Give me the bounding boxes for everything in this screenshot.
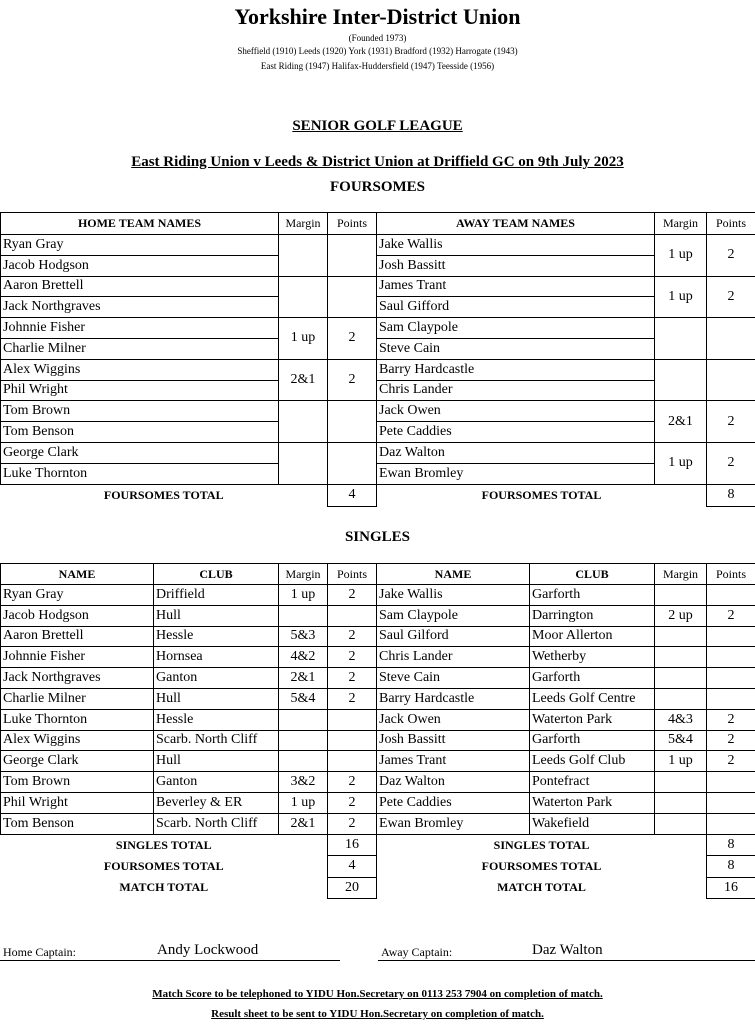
away-points — [707, 626, 755, 647]
home-total-value: 20 — [328, 877, 377, 899]
home-team-names-header: HOME TEAM NAMES — [1, 213, 279, 235]
home-points: 2 — [328, 668, 377, 689]
away-name-header: NAME — [377, 564, 530, 585]
away-player-name: Chris Lander — [377, 647, 530, 668]
away-points — [707, 688, 755, 709]
away-player-club: Darrington — [530, 605, 655, 626]
singles-row — [1, 626, 755, 647]
home-foursomes-total-label: FOURSOMES TOTAL — [103, 487, 224, 502]
away-player-name: Pete Caddies — [377, 792, 530, 813]
foursomes-row — [1, 422, 755, 443]
away-player-name: Barry Hardcastle — [377, 688, 530, 709]
away-player-club: Wetherby — [530, 647, 655, 668]
home-player-name: Jack Northgraves — [1, 297, 279, 318]
home-player-name: Charlie Milner — [1, 338, 279, 359]
home-foursomes-total: 4 — [328, 484, 377, 506]
foursomes-row — [1, 338, 755, 359]
foursomes-table — [0, 212, 755, 507]
home-captain-name: Andy Lockwood — [157, 942, 259, 958]
home-player-name: Ryan Gray — [1, 235, 279, 256]
away-player-name: Josh Bassitt — [377, 255, 655, 276]
home-player-club: Hull — [154, 688, 279, 709]
away-margin — [655, 647, 707, 668]
away-margin: 2 up — [655, 605, 707, 626]
foursomes-row — [1, 276, 755, 297]
home-pair-margin: 1 up — [279, 318, 328, 360]
home-points: 2 — [328, 626, 377, 647]
home-player-name: Alex Wiggins — [1, 730, 154, 751]
away-player-club: Pontefract — [530, 772, 655, 793]
home-points: 2 — [328, 792, 377, 813]
away-player-club: Leeds Golf Club — [530, 751, 655, 772]
away-pair-margin: 1 up — [655, 276, 707, 318]
home-player-name: Johnnie Fisher — [1, 647, 154, 668]
home-points: 2 — [328, 772, 377, 793]
home-pair-margin — [279, 442, 328, 484]
home-points — [328, 751, 377, 772]
page-title: Yorkshire Inter-District Union — [234, 4, 521, 29]
singles-total-row — [1, 856, 755, 878]
away-player-name: Josh Bassitt — [377, 730, 530, 751]
away-pair-margin: 1 up — [655, 235, 707, 277]
away-points — [707, 772, 755, 793]
away-player-name: Daz Walton — [377, 772, 530, 793]
home-margin — [279, 751, 328, 772]
away-points: 2 — [707, 605, 755, 626]
home-margin-header: Margin — [279, 213, 328, 235]
away-margin — [655, 813, 707, 834]
home-total-label: SINGLES TOTAL — [115, 837, 212, 852]
singles-row — [1, 688, 755, 709]
foursomes-row — [1, 380, 755, 401]
away-player-name: Pete Caddies — [377, 422, 655, 443]
away-captain-line — [378, 960, 755, 961]
away-player-name: Jake Wallis — [377, 235, 655, 256]
away-points — [707, 792, 755, 813]
home-player-club: Ganton — [154, 668, 279, 689]
home-player-name: George Clark — [1, 442, 279, 463]
singles-total-row — [1, 834, 755, 856]
match-title: East Riding Union v Leeds & District Union at Driffield GC on 9th July 2023 — [131, 154, 624, 170]
away-pair-points — [707, 359, 755, 401]
away-player-club: Moor Allerton — [530, 626, 655, 647]
footer-phone-note: Match Score to be telephoned to YIDU Hon.Secretary on 0113 253 7904 on completion of match. — [152, 988, 603, 1000]
home-player-name: Jacob Hodgson — [1, 255, 279, 276]
away-player-name: Ewan Bromley — [377, 463, 655, 484]
away-margin — [655, 772, 707, 793]
home-name-header: NAME — [1, 564, 154, 585]
away-total-value: 16 — [707, 877, 755, 899]
away-foursomes-total: 8 — [707, 484, 755, 506]
home-margin — [279, 605, 328, 626]
away-margin — [655, 626, 707, 647]
away-player-name: Steve Cain — [377, 668, 530, 689]
away-player-name: Sam Claypole — [377, 605, 530, 626]
away-player-club: Waterton Park — [530, 709, 655, 730]
home-margin: 5&3 — [279, 626, 328, 647]
foursomes-row — [1, 401, 755, 422]
districts-line-1: Sheffield (1910) Leeds (1920) York (1931) Bradford (1932) Harrogate (1943) — [237, 46, 518, 56]
singles-row — [1, 605, 755, 626]
home-pair-margin: 2&1 — [279, 359, 328, 401]
away-points: 2 — [707, 730, 755, 751]
home-player-name: Jacob Hodgson — [1, 605, 154, 626]
home-pair-points — [328, 235, 377, 277]
singles-row — [1, 709, 755, 730]
away-total-value: 8 — [707, 834, 755, 856]
home-pair-points: 2 — [328, 318, 377, 360]
home-player-name: Phil Wright — [1, 792, 154, 813]
singles-title: SINGLES — [344, 529, 411, 545]
away-player-name: James Trant — [377, 751, 530, 772]
home-captain-line — [0, 960, 340, 961]
away-points-header: Points — [707, 564, 755, 585]
away-player-name: Jack Owen — [377, 709, 530, 730]
home-points: 2 — [328, 647, 377, 668]
home-points — [328, 730, 377, 751]
away-player-name: Sam Claypole — [377, 318, 655, 339]
singles-row — [1, 730, 755, 751]
home-player-club: Hessle — [154, 709, 279, 730]
home-player-club: Hull — [154, 605, 279, 626]
home-total-value: 16 — [328, 834, 377, 856]
foursomes-row — [1, 255, 755, 276]
singles-row — [1, 751, 755, 772]
away-player-club: Garforth — [530, 585, 655, 606]
away-margin — [655, 585, 707, 606]
home-club-header: CLUB — [154, 564, 279, 585]
home-margin-header: Margin — [279, 564, 328, 585]
away-pair-points: 2 — [707, 276, 755, 318]
singles-row — [1, 647, 755, 668]
away-player-name: Saul Gifford — [377, 297, 655, 318]
home-player-name: Aaron Brettell — [1, 626, 154, 647]
away-club-header: CLUB — [530, 564, 655, 585]
away-player-name: Barry Hardcastle — [377, 359, 655, 380]
home-margin: 3&2 — [279, 772, 328, 793]
home-pair-points — [328, 276, 377, 318]
away-margin — [655, 688, 707, 709]
away-player-name: Jake Wallis — [377, 585, 530, 606]
footer-result-note: Result sheet to be sent to YIDU Hon.Secretary on completion of match. — [211, 1008, 544, 1020]
foursomes-header-row — [1, 213, 755, 235]
home-player-club: Ganton — [154, 772, 279, 793]
foursomes-row — [1, 297, 755, 318]
foursomes-row — [1, 235, 755, 256]
foursomes-row — [1, 442, 755, 463]
home-total-value: 4 — [328, 856, 377, 878]
away-points-header: Points — [707, 213, 755, 235]
home-total-label: FOURSOMES TOTAL — [103, 858, 224, 873]
singles-row — [1, 772, 755, 793]
home-player-name: Luke Thornton — [1, 463, 279, 484]
home-margin: 2&1 — [279, 668, 328, 689]
away-points — [707, 585, 755, 606]
singles-table — [0, 563, 755, 899]
away-pair-points — [707, 318, 755, 360]
home-player-name: Tom Benson — [1, 813, 154, 834]
home-points: 2 — [328, 813, 377, 834]
away-player-club: Garforth — [530, 668, 655, 689]
home-player-name: Tom Brown — [1, 772, 154, 793]
foursomes-row — [1, 359, 755, 380]
league-title: SENIOR GOLF LEAGUE — [292, 118, 463, 134]
home-player-name: Luke Thornton — [1, 709, 154, 730]
home-pair-points — [328, 442, 377, 484]
away-pair-points: 2 — [707, 235, 755, 277]
home-points: 2 — [328, 585, 377, 606]
away-player-name: Daz Walton — [377, 442, 655, 463]
founded-note: (Founded 1973) — [348, 33, 407, 43]
singles-row — [1, 813, 755, 834]
away-pair-margin: 1 up — [655, 442, 707, 484]
away-margin: 5&4 — [655, 730, 707, 751]
away-player-name: Ewan Bromley — [377, 813, 530, 834]
districts-line-2: East Riding (1947) Halifax-Huddersfield (1947) Teesside (1956) — [260, 61, 495, 71]
home-player-name: Johnnie Fisher — [1, 318, 279, 339]
home-points — [328, 709, 377, 730]
away-total-label: MATCH TOTAL — [497, 880, 586, 895]
away-pair-margin — [655, 318, 707, 360]
home-margin: 5&4 — [279, 688, 328, 709]
home-player-name: Tom Benson — [1, 422, 279, 443]
away-points — [707, 647, 755, 668]
away-margin — [655, 792, 707, 813]
home-points — [328, 605, 377, 626]
away-total-label: SINGLES TOTAL — [493, 837, 590, 852]
home-player-name: Jack Northgraves — [1, 668, 154, 689]
home-points-header: Points — [328, 564, 377, 585]
home-points: 2 — [328, 688, 377, 709]
away-player-name: Steve Cain — [377, 338, 655, 359]
home-player-club: Beverley & ER — [154, 792, 279, 813]
home-margin — [279, 730, 328, 751]
away-pair-margin: 2&1 — [655, 401, 707, 443]
home-player-club: Scarb. North Cliff — [154, 730, 279, 751]
foursomes-total-row — [1, 484, 755, 506]
home-player-club: Scarb. North Cliff — [154, 813, 279, 834]
home-player-club: Hessle — [154, 626, 279, 647]
home-pair-points: 2 — [328, 359, 377, 401]
home-player-name: Aaron Brettell — [1, 276, 279, 297]
away-pair-margin — [655, 359, 707, 401]
home-pair-margin — [279, 401, 328, 443]
away-player-club: Leeds Golf Centre — [530, 688, 655, 709]
foursomes-title: FOURSOMES — [329, 179, 425, 195]
away-margin: 1 up — [655, 751, 707, 772]
away-foursomes-total-label: FOURSOMES TOTAL — [481, 487, 602, 502]
home-margin: 1 up — [279, 792, 328, 813]
away-margin-header: Margin — [655, 213, 707, 235]
away-points — [707, 813, 755, 834]
home-points-header: Points — [328, 213, 377, 235]
home-player-name: Ryan Gray — [1, 585, 154, 606]
away-pair-points: 2 — [707, 442, 755, 484]
home-total-label: MATCH TOTAL — [119, 880, 209, 895]
foursomes-row — [1, 463, 755, 484]
away-player-club: Waterton Park — [530, 792, 655, 813]
away-margin: 4&3 — [655, 709, 707, 730]
away-pair-points: 2 — [707, 401, 755, 443]
home-pair-margin — [279, 276, 328, 318]
singles-row — [1, 668, 755, 689]
home-margin: 4&2 — [279, 647, 328, 668]
home-pair-margin — [279, 235, 328, 277]
away-captain-name: Daz Walton — [532, 942, 603, 958]
home-player-name: Tom Brown — [1, 401, 279, 422]
away-points: 2 — [707, 751, 755, 772]
away-player-name: Saul Gilford — [377, 626, 530, 647]
home-player-name: Alex Wiggins — [1, 359, 279, 380]
home-pair-points — [328, 401, 377, 443]
away-total-label: FOURSOMES TOTAL — [481, 858, 602, 873]
home-player-club: Hull — [154, 751, 279, 772]
away-player-club: Garforth — [530, 730, 655, 751]
home-player-club: Hornsea — [154, 647, 279, 668]
away-player-name: James Trant — [377, 276, 655, 297]
away-margin — [655, 668, 707, 689]
home-player-name: George Clark — [1, 751, 154, 772]
singles-total-row — [1, 877, 755, 899]
away-margin-header: Margin — [655, 564, 707, 585]
home-margin: 1 up — [279, 585, 328, 606]
home-margin: 2&1 — [279, 813, 328, 834]
away-player-club: Wakefield — [530, 813, 655, 834]
away-player-name: Jack Owen — [377, 401, 655, 422]
away-team-names-header: AWAY TEAM NAMES — [377, 213, 655, 235]
home-margin — [279, 709, 328, 730]
away-player-name: Chris Lander — [377, 380, 655, 401]
home-player-name: Phil Wright — [1, 380, 279, 401]
singles-header-row — [1, 564, 755, 585]
away-captain-label: Away Captain: — [381, 945, 453, 959]
home-player-club: Driffield — [154, 585, 279, 606]
away-total-value: 8 — [707, 856, 755, 878]
away-points — [707, 668, 755, 689]
foursomes-row — [1, 318, 755, 339]
singles-row — [1, 792, 755, 813]
singles-row — [1, 585, 755, 606]
home-player-name: Charlie Milner — [1, 688, 154, 709]
home-captain-label: Home Captain: — [3, 945, 76, 959]
away-points: 2 — [707, 709, 755, 730]
